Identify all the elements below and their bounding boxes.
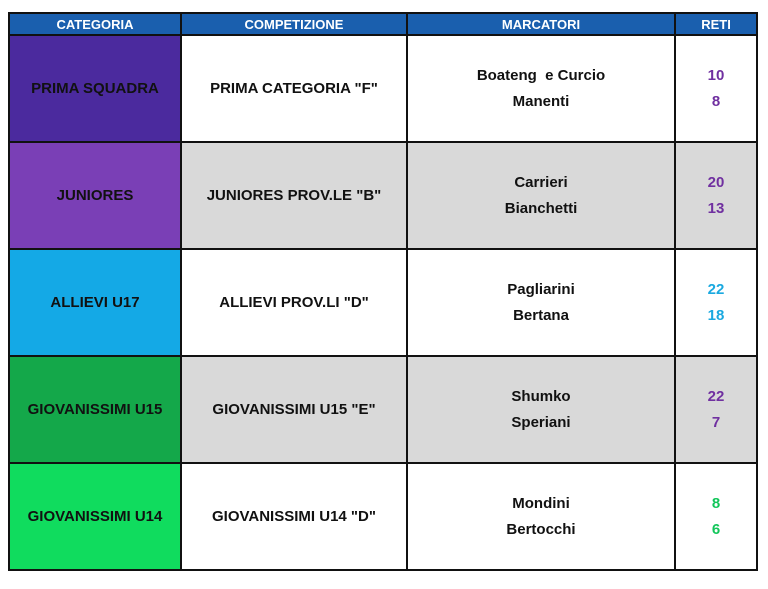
goals-value: 22	[707, 387, 725, 405]
scorers-cell	[407, 356, 675, 463]
scorer-name: Bertocchi	[506, 520, 576, 538]
category-cell: GIOVANISSIMI U15	[9, 356, 181, 463]
competition-cell: GIOVANISSIMI U15 "E"	[181, 356, 407, 463]
scorer-name: Manenti	[512, 92, 570, 110]
header-competizione: COMPETIZIONE	[181, 13, 407, 35]
header-reti: RETI	[675, 13, 757, 35]
scorer-name: Pagliarini	[507, 280, 575, 298]
scorers-cell	[407, 249, 675, 356]
goals-cell	[675, 142, 757, 249]
header-categoria: CATEGORIA	[9, 13, 181, 35]
competition-cell: ALLIEVI PROV.LI "D"	[181, 249, 407, 356]
scorers-cell	[407, 142, 675, 249]
goals-value: 8	[711, 92, 721, 110]
table-row	[9, 249, 757, 356]
goals-cell	[675, 356, 757, 463]
competition-cell: PRIMA CATEGORIA "F"	[181, 35, 407, 142]
competition-cell: JUNIORES PROV.LE "B"	[181, 142, 407, 249]
competition-cell: GIOVANISSIMI U14 "D"	[181, 463, 407, 570]
scorer-name: Mondini	[512, 494, 570, 512]
scorers-cell	[407, 35, 675, 142]
category-cell: JUNIORES	[9, 142, 181, 249]
goals-value: 10	[707, 66, 725, 84]
category-cell: PRIMA SQUADRA	[9, 35, 181, 142]
scorer-name: Bertana	[513, 306, 569, 324]
goals-value: 20	[707, 173, 725, 191]
category-cell: GIOVANISSIMI U14	[9, 463, 181, 570]
table-row	[9, 35, 757, 142]
scorers-table	[8, 12, 758, 571]
goals-cell	[675, 463, 757, 570]
goals-value: 18	[707, 306, 725, 324]
scorer-name: Speriani	[511, 413, 571, 431]
goals-cell	[675, 35, 757, 142]
scorer-name: Bianchetti	[504, 199, 578, 217]
category-cell: ALLIEVI U17	[9, 249, 181, 356]
table-row	[9, 356, 757, 463]
scorer-name: Carrieri	[514, 173, 568, 191]
goals-value: 6	[711, 520, 721, 538]
scorers-cell	[407, 463, 675, 570]
goals-value: 8	[711, 494, 721, 512]
goals-value: 22	[707, 280, 725, 298]
table-row	[9, 142, 757, 249]
header-marcatori: MARCATORI	[407, 13, 675, 35]
header-row	[9, 13, 757, 35]
table-row	[9, 463, 757, 570]
goals-value: 7	[711, 413, 721, 431]
goals-cell	[675, 249, 757, 356]
scorer-name: Shumko	[511, 387, 571, 405]
goals-value: 13	[707, 199, 725, 217]
scorer-name: Boateng e Curcio	[476, 66, 606, 84]
